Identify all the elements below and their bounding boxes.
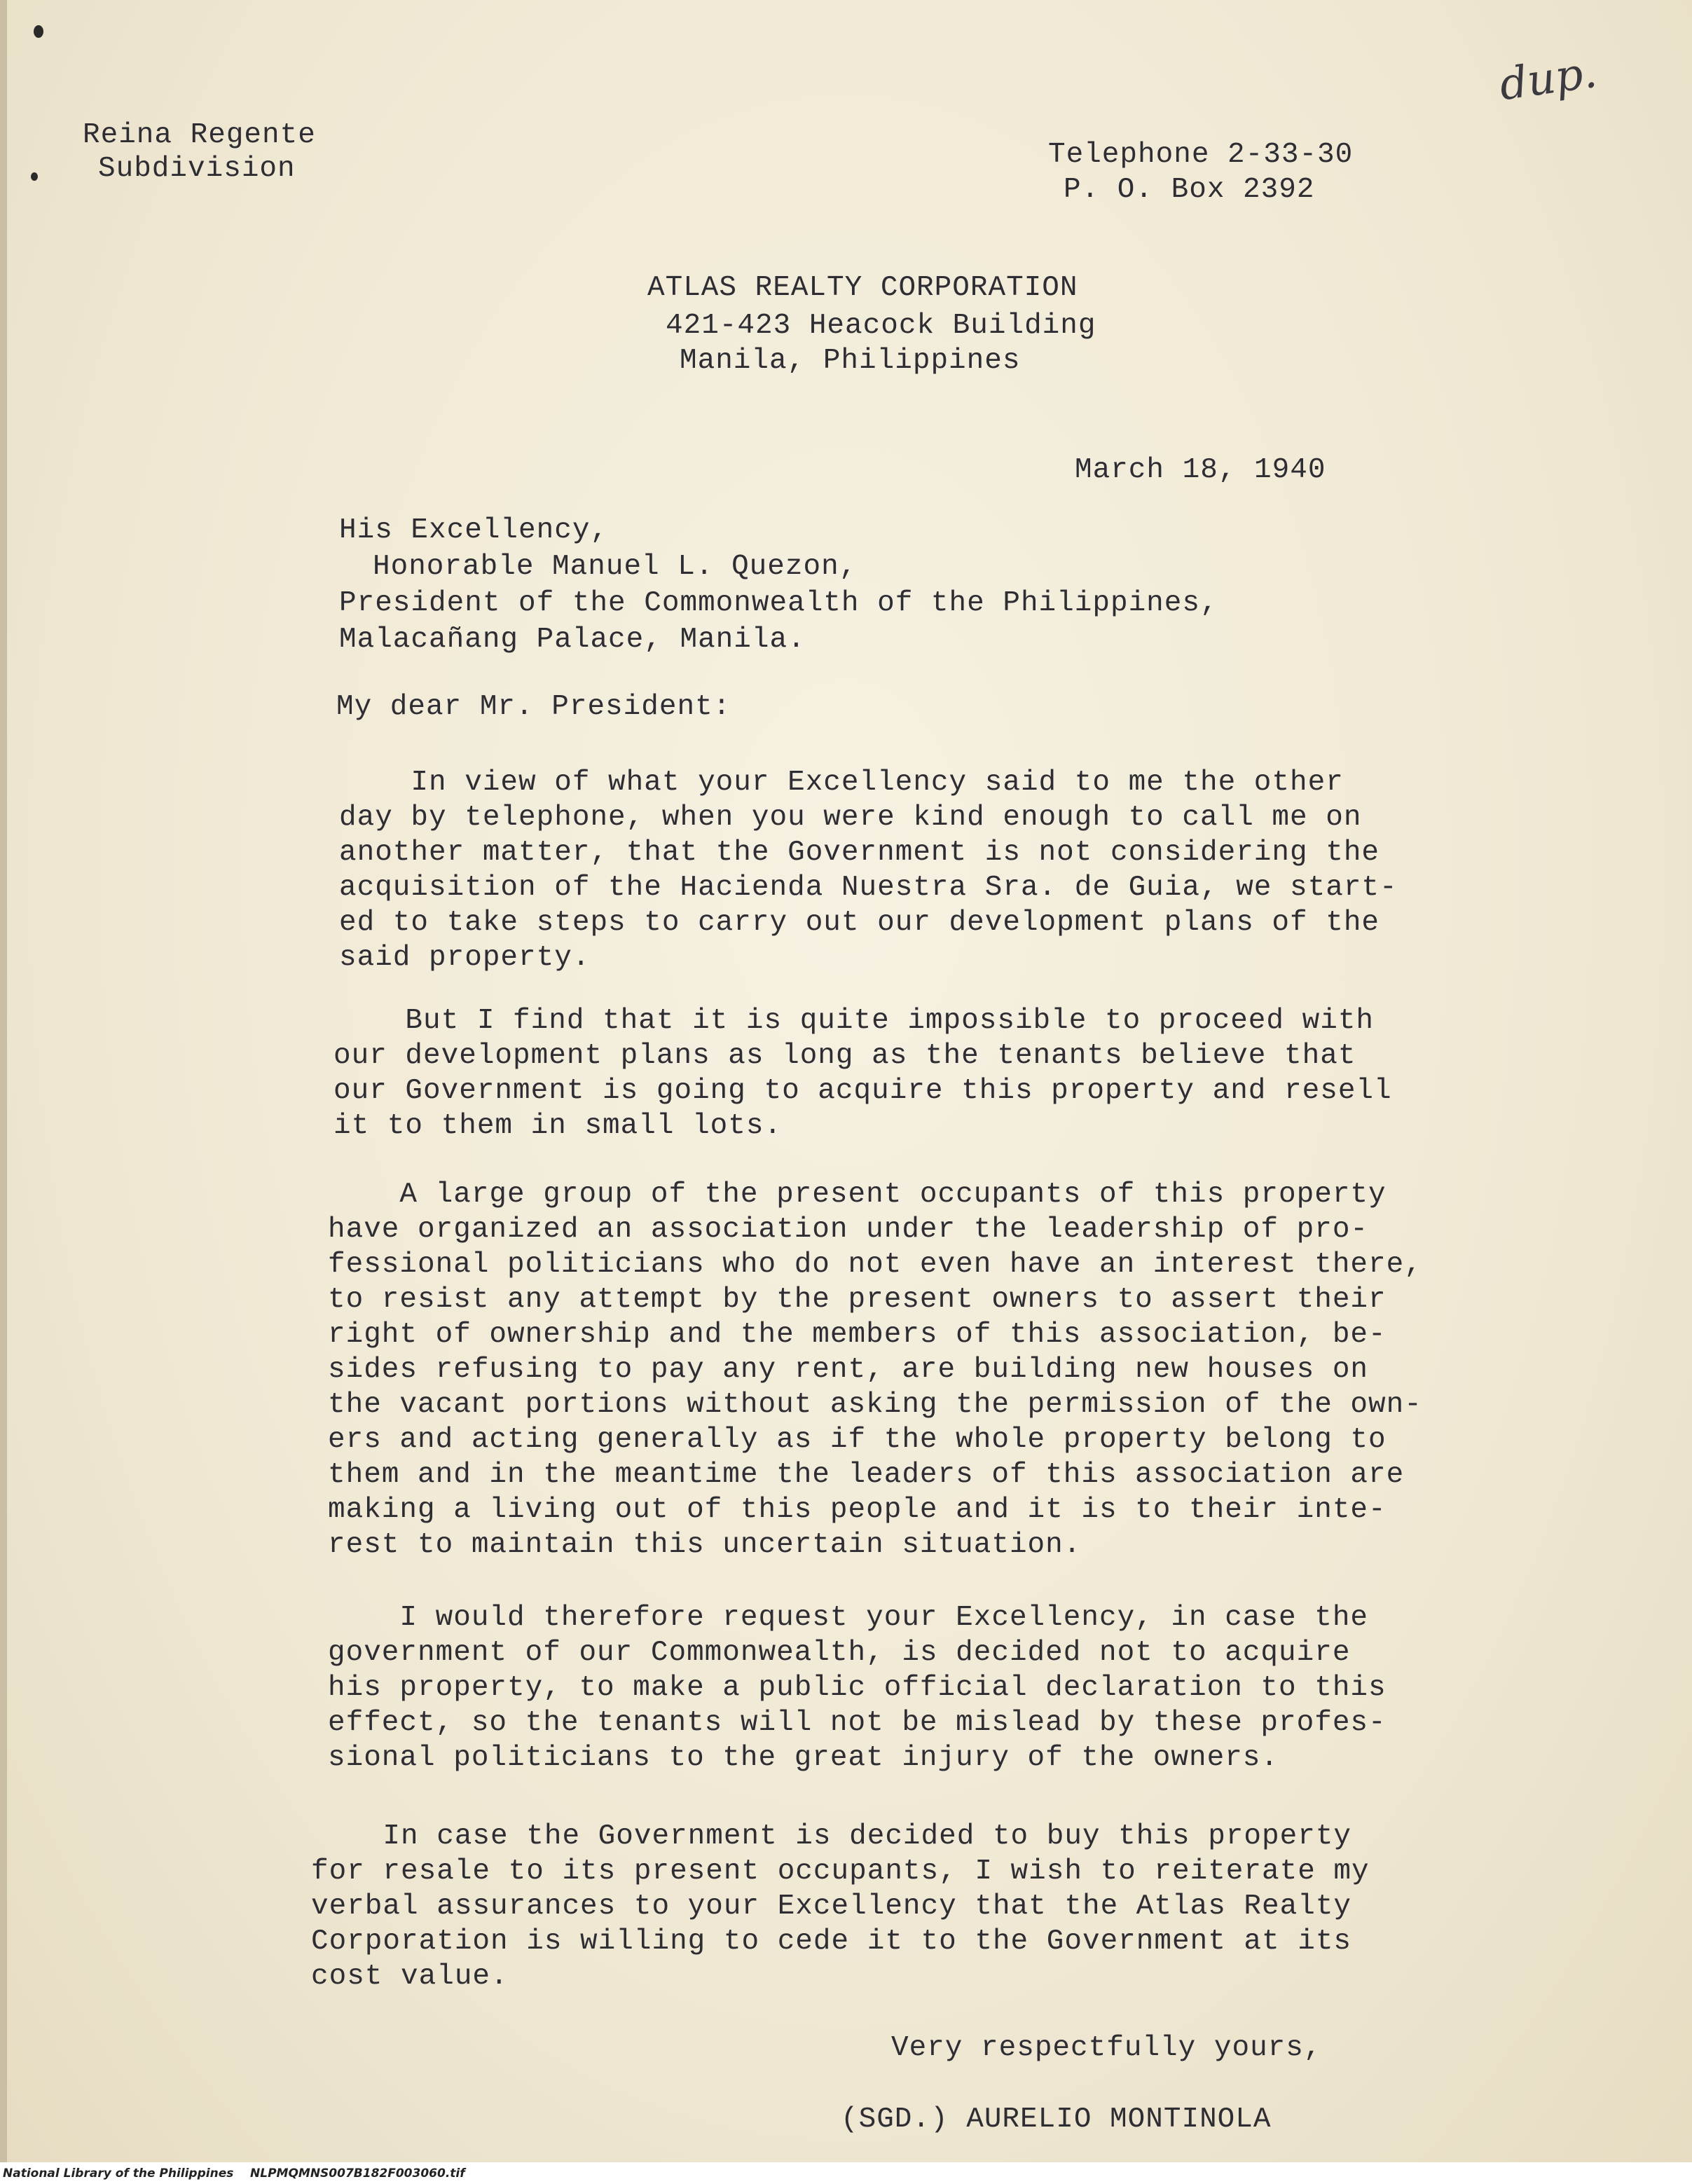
closing: Very respectfully yours,: [891, 2032, 1322, 2064]
paragraph-line: In view of what your Excellency said to me the other: [339, 767, 1344, 799]
paragraph-line: have organized an association under the leadership of pro-: [328, 1214, 1369, 1246]
paragraph-line: effect, so the tenants will not be mislead by these profes-: [328, 1707, 1387, 1739]
paragraph-line: our development plans as long as the tenants believe that: [333, 1040, 1356, 1072]
paragraph-line: day by telephone, when you were kind enough to call me on: [339, 802, 1362, 834]
paragraph-line: fessional politicians who do not even have an interest there,: [328, 1249, 1422, 1281]
paragraph-line: the vacant portions without asking the permission of the own-: [328, 1389, 1422, 1421]
paragraph-line: making a living out of this people and it is to their inte-: [328, 1494, 1387, 1526]
paragraph-line: I would therefore request your Excellency, in case the: [328, 1602, 1369, 1634]
subdivision-line-1: Reina Regente: [83, 119, 316, 151]
body-paragraph-5: [311, 1819, 1370, 1994]
paragraph-line: ers and acting generally as if the whole property belong to: [328, 1424, 1387, 1456]
salutation: My dear Mr. President:: [336, 691, 731, 723]
paragraph-line: it to them in small lots.: [333, 1110, 783, 1142]
paragraph-line: In case the Government is decided to buy this property: [311, 1820, 1352, 1853]
paragraph-line: sional politicians to the great injury of the owners.: [328, 1742, 1279, 1774]
paragraph-line: said property.: [339, 942, 591, 974]
paragraph-line: But I find that it is quite impossible to proceed with: [333, 1005, 1375, 1037]
paragraph-line: right of ownership and the members of this association, be-: [328, 1319, 1387, 1351]
po-box: P. O. Box 2392: [1064, 174, 1315, 206]
telephone: Telephone 2-33-30: [1048, 139, 1354, 171]
page-edge: [0, 0, 7, 2184]
punch-hole-mark: [31, 172, 38, 181]
recipient-line-3: President of the Commonwealth of the Philippines,: [339, 587, 1218, 619]
body-paragraph-3: [328, 1177, 1422, 1563]
recipient-line-2: Honorable Manuel L. Quezon,: [373, 551, 858, 583]
body-paragraph-1: [339, 765, 1398, 975]
letter-date: March 18, 1940: [1075, 454, 1326, 486]
paragraph-line: another matter, that the Government is not considering the: [339, 837, 1380, 869]
paragraph-line: acquisition of the Hacienda Nuestra Sra. de Guia, we start-: [339, 872, 1398, 904]
body-paragraph-4: [328, 1600, 1387, 1776]
paragraph-line: our Government is going to acquire this property and resell: [333, 1075, 1392, 1107]
paragraph-line: Corporation is willing to cede it to the Government at its: [311, 1925, 1352, 1958]
archive-footer: National Library of the Philippines NLPMQMNS007B182F003060.tif: [3, 2166, 465, 2180]
subdivision-line-2: Subdivision: [98, 153, 296, 185]
paragraph-line: rest to maintain this uncertain situation.: [328, 1529, 1082, 1561]
punch-hole-mark: [34, 25, 43, 38]
paragraph-line: his property, to make a public official declaration to this: [328, 1672, 1387, 1704]
paragraph-line: for resale to its present occupants, I wish to reiterate my: [311, 1855, 1370, 1888]
recipient-line-1: His Excellency,: [339, 514, 609, 547]
paragraph-line: sides refusing to pay any rent, are building new houses on: [328, 1354, 1369, 1386]
company-name: ATLAS REALTY CORPORATION: [647, 272, 1078, 304]
paragraph-line: them and in the meantime the leaders of this association are: [328, 1459, 1405, 1491]
handwritten-note: dup.: [1496, 46, 1600, 111]
paragraph-line: cost value.: [311, 1960, 509, 1993]
paragraph-line: government of our Commonwealth, is decided not to acquire: [328, 1637, 1351, 1669]
recipient-line-4: Malacañang Palace, Manila.: [339, 624, 806, 656]
paragraph-line: ed to take steps to carry out our development plans of the: [339, 907, 1380, 939]
signature: (SGD.) AURELIO MONTINOLA: [841, 2103, 1272, 2136]
company-address-1: 421-423 Heacock Building: [666, 310, 1096, 342]
company-address-2: Manila, Philippines: [680, 345, 1021, 377]
paragraph-line: to resist any attempt by the present owners to assert their: [328, 1284, 1387, 1316]
paragraph-line: verbal assurances to your Excellency that the Atlas Realty: [311, 1890, 1352, 1923]
paragraph-line: A large group of the present occupants of this property: [328, 1179, 1387, 1211]
body-paragraph-2: [333, 1003, 1392, 1143]
